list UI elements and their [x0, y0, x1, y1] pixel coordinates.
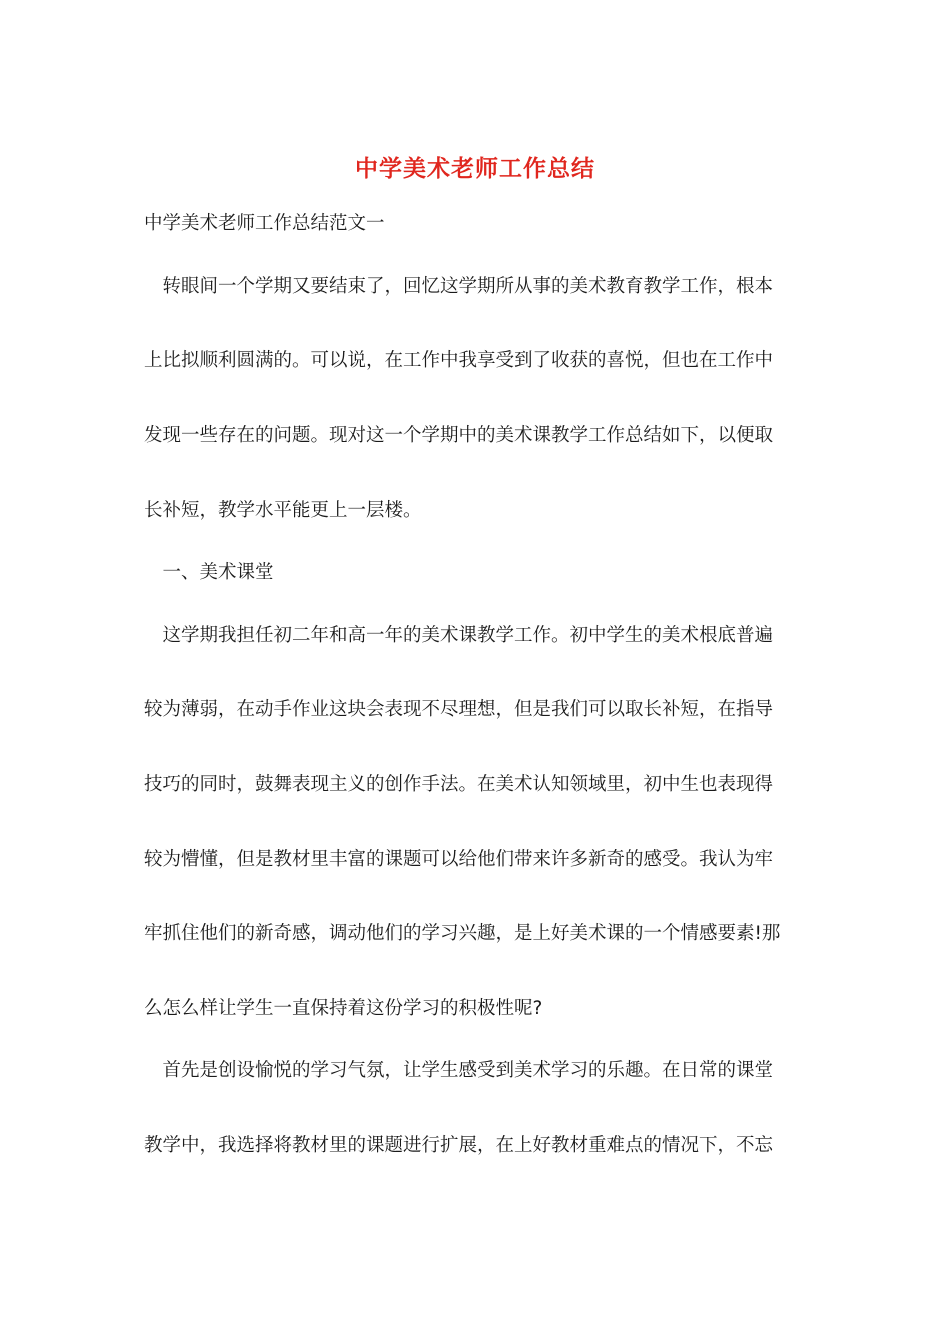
paragraph-line: 上比拟顺利圆满的。可以说，在工作中我享受到了收获的喜悦，但也在工作中 [144, 350, 774, 371]
paragraph-line: 牢抓住他们的新奇感，调动他们的学习兴趣，是上好美术课的一个情感要素!那 [144, 923, 781, 944]
paragraph-line: 转眼间一个学期又要结束了，回忆这学期所从事的美术教育教学工作，根本 [144, 276, 774, 297]
paragraph-line: 长补短，教学水平能更上一层楼。 [144, 500, 422, 521]
paragraph-line: 较为薄弱，在动手作业这块会表现不尽理想，但是我们可以取长补短，在指导 [144, 699, 774, 720]
subtitle: 中学美术老师工作总结范文一 [144, 213, 385, 234]
paragraph-line: 技巧的同时，鼓舞表现主义的创作手法。在美术认知领域里，初中生也表现得 [144, 774, 774, 795]
paragraph-line: 么怎么样让学生一直保持着这份学习的积极性呢? [144, 998, 543, 1019]
paragraph-line: 这学期我担任初二年和高一年的美术课教学工作。初中学生的美术根底普遍 [144, 625, 774, 646]
document-title: 中学美术老师工作总结 [355, 155, 595, 182]
paragraph-line: 首先是创设愉悦的学习气氛，让学生感受到美术学习的乐趣。在日常的课堂 [144, 1060, 774, 1081]
paragraph-line: 发现一些存在的问题。现对这一个学期中的美术课教学工作总结如下，以便取 [144, 425, 774, 446]
paragraph-line: 较为懵懂，但是教材里丰富的课题可以给他们带来许多新奇的感受。我认为牢 [144, 849, 774, 870]
section-heading: 一、美术课堂 [144, 562, 274, 583]
paragraph-line: 教学中，我选择将教材里的课题进行扩展，在上好教材重难点的情况下，不忘 [144, 1135, 774, 1156]
